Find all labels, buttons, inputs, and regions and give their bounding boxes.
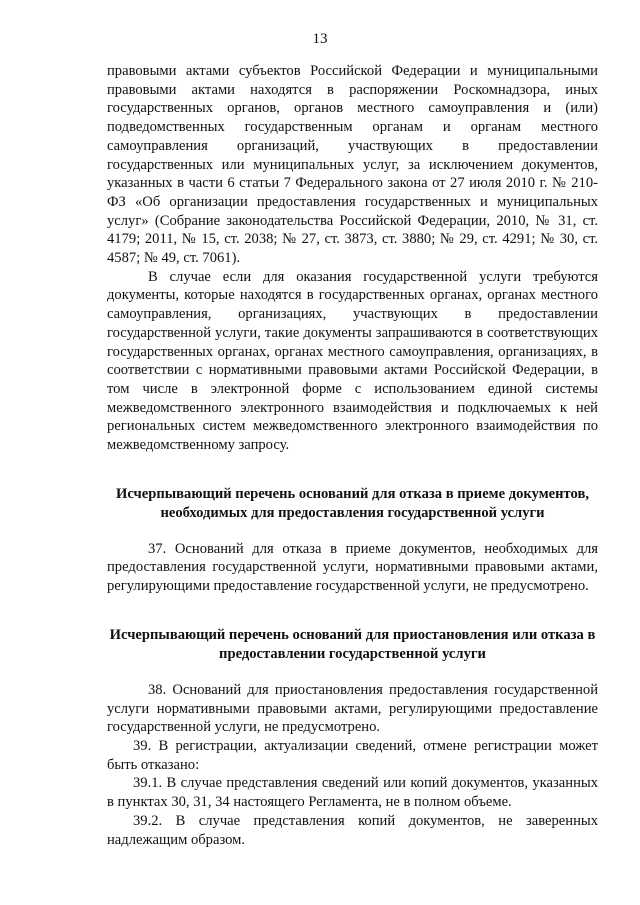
paragraph-39: 39. В регистрации, актуализации сведений, отмене регистрации может быть отказано:	[107, 737, 598, 773]
document-body	[107, 62, 598, 849]
page-number: 13	[312, 31, 328, 47]
paragraph-39-1: 39.1. В случае представления сведений или копий документов, указанных в пунктах 30, 31, 34 настоящего Регламента, не в полном объеме.	[107, 775, 598, 811]
paragraph-38: 38. Оснований для приостановления предоставления государственной услуги нормативными правовыми актами, регулирующими предоставление государственной услуги, не предусмотрено.	[107, 681, 598, 736]
section-heading-suspension-or-refusal: Исчерпывающий перечень оснований для приостановления или отказа в предоставлении государственной услуги	[109, 626, 596, 662]
paragraph-continuation: правовыми актами субъектов Российской Федерации и муниципальными правовыми актами находятся в распоряжении Роскомнадзора, иных государственных органов, органов местного самоуправления и (или) подведомственных государственным органам и органам местного самоуправления организаций, участвующих в предоставлении государственных или муниципальных услуг, за исключением документов, указанных в части 6 статьи 7 Федерального закона от 27 июля 2010 г. № 210-ФЗ «Об организации предоставления государственных и муниципальных услуг» (Собрание законодательства Российской Федерации, 2010, № 31, ст. 4179; 2011, № 15, ст. 2038; № 27, ст. 3873, ст. 3880; № 29, ст. 4291; № 30, ст. 4587; № 49, ст. 7061).	[107, 63, 598, 267]
paragraph-39-2: 39.2. В случае представления копий документов, не заверенных надлежащим образом.	[107, 812, 598, 848]
paragraph-interagency-requests: В случае если для оказания государственной услуги требуются документы, которые находятся в государственных органах, органах местного самоуправления, организациях, участвующих в предоставлении государственной услуги, такие документы запрашиваются в соответствующих государственных органах, органах местного самоуправления, организациях, в соответствии с нормативными правовыми актами Российской Федерации, в том числе в электронной форме с использованием единой системы межведомственного электронного взаимодействия и подключаемых к ней региональных систем межведомственного электронного взаимодействия по межведомственному запросу.	[107, 268, 598, 454]
section-heading-refusal-of-documents: Исчерпывающий перечень оснований для отказа в приеме документов, необходимых для предоставления государственной услуги	[116, 485, 589, 521]
paragraph-37: 37. Оснований для отказа в приеме документов, необходимых для предоставления государственной услуги, нормативными правовыми актами, регулирующими предоставление государственной услуги, не предусмотрено.	[107, 540, 598, 595]
